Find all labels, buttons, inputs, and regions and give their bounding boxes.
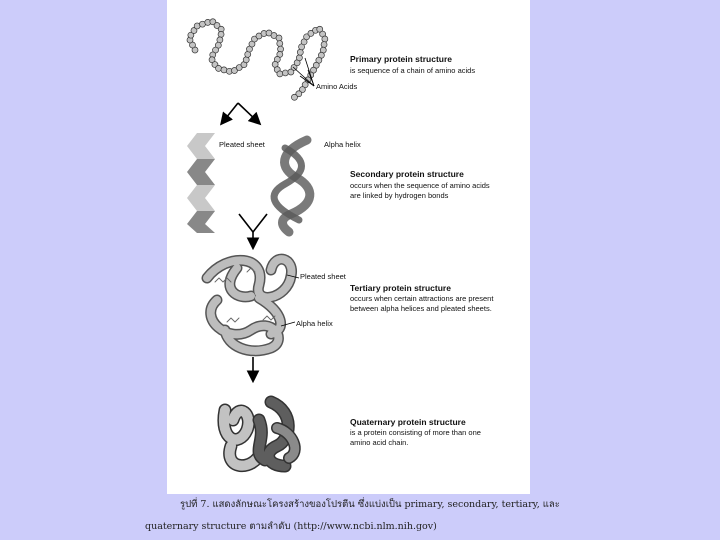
- amino-acid-bead: [216, 65, 222, 71]
- amino-acid-bead: [291, 94, 297, 100]
- quaternary-heading: Quaternary protein structure: [350, 417, 466, 427]
- amino-acid-bead: [277, 71, 283, 77]
- amino-acid-bead: [221, 67, 227, 73]
- secondary-heading: Secondary protein structure: [350, 169, 464, 179]
- pleated-sheet-label: Pleated sheet: [219, 140, 265, 149]
- caption-line-2: quaternary structure ตามลำดับ (http://www.ncbi.nlm.nih.gov): [145, 521, 437, 532]
- amino-acid-bead: [321, 42, 327, 48]
- merge-arrow: [239, 214, 267, 247]
- tertiary-description-1: occurs when certain attractions are present: [350, 294, 494, 303]
- tertiary-description-2: between alpha helices and pleated sheets.: [350, 304, 492, 313]
- quaternary-description-1: is a protein consisting of more than one: [350, 428, 481, 437]
- secondary-description-2: are linked by hydrogen bonds: [350, 191, 449, 200]
- amino-acids-label: Amino Acids: [316, 82, 358, 91]
- pleated-sheet-shape: [187, 133, 215, 233]
- tertiary-heading: Tertiary protein structure: [350, 283, 451, 293]
- primary-description: is sequence of a chain of amino acids: [350, 66, 476, 75]
- tertiary-alpha-label: Alpha helix: [296, 319, 333, 328]
- amino-acid-bead: [297, 49, 303, 55]
- secondary-description-1: occurs when the sequence of amino acids: [350, 181, 490, 190]
- tertiary-fold-shape: [207, 259, 292, 351]
- alpha-helix-label: Alpha helix: [324, 140, 361, 149]
- tertiary-pleated-label: Pleated sheet: [300, 272, 346, 281]
- amino-acid-bead: [296, 55, 302, 61]
- primary-heading: Primary protein structure: [350, 54, 453, 64]
- amino-acid-bead: [218, 31, 224, 37]
- quaternary-chains-shape: [224, 402, 295, 466]
- quaternary-description-2: amino acid chain.: [350, 438, 409, 447]
- amino-acid-bead: [322, 36, 328, 42]
- amino-acid-bead: [277, 41, 283, 47]
- amino-acid-chain: [187, 19, 328, 100]
- caption-line-1: รูปที่ 7. แสดงลักษณะโครงสร้างของโปรตีน ซึ่งแบ่งเป็น primary, secondary, tertiary, และ: [180, 499, 560, 510]
- split-arrows: [222, 103, 259, 123]
- amino-acid-bead: [282, 70, 288, 76]
- figure-graphics: [167, 0, 530, 494]
- amino-acid-bead: [276, 35, 282, 41]
- protein-structure-figure: [167, 0, 530, 494]
